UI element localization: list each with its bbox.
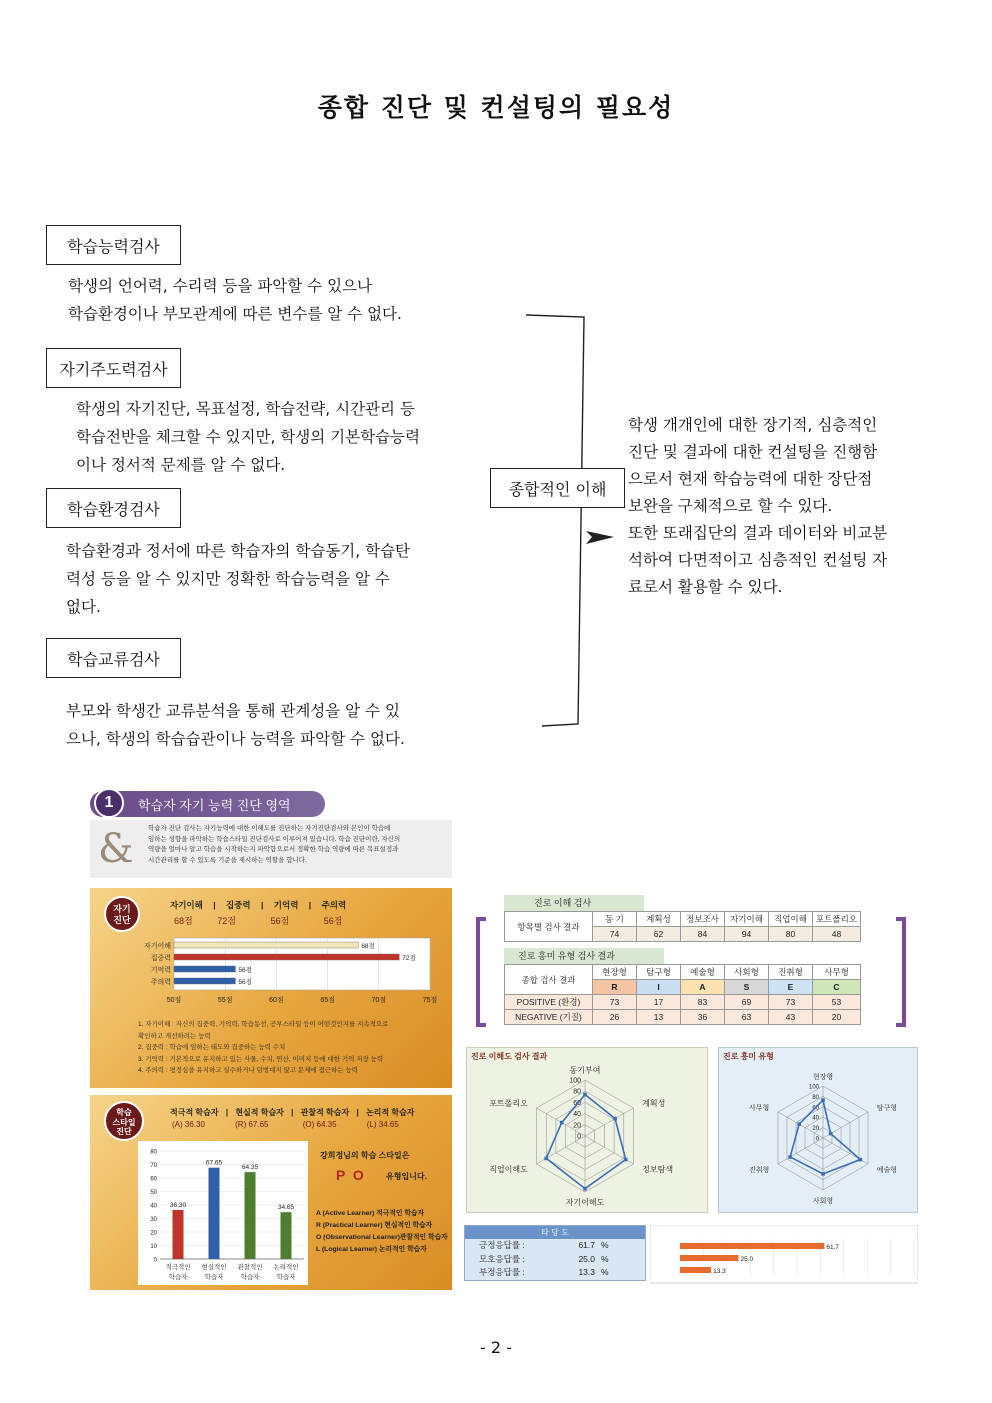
- y-tick-label: 자기이해: [143, 943, 171, 950]
- interest-code: R: [593, 980, 637, 995]
- interest-value: 13: [637, 1010, 681, 1025]
- text-line: 이나 정서적 문제를 알 수 없다.: [76, 456, 286, 474]
- radar2-panel: [718, 1047, 918, 1213]
- career-table-wrap: [504, 895, 861, 942]
- badge-line: 자기: [113, 904, 131, 914]
- style-bar-chart: [138, 1141, 308, 1285]
- text-line: 학습자 진단 검사는 자기능력에 대한 이해도를 진단하는 자기진단검사와 본인이 학습에: [148, 825, 391, 832]
- validity-table: [464, 1225, 646, 1281]
- style-diagnosis-badge: [104, 1101, 144, 1141]
- text-line: 으나, 학생의 학습습관이나 능력을 파악할 수 없다.: [66, 730, 405, 748]
- x-tick-label: 75점: [422, 997, 438, 1004]
- text-line: 임하는 성향을 파악하는 학습스타일 진단검사로 이루어져 있습니다. 학습 진단이란, 자신의: [148, 835, 401, 843]
- section-label-learning-ability: 학습능력검사: [46, 225, 181, 265]
- text-line: 학생 개개인에 대한 장기적, 심층적인: [628, 416, 878, 434]
- bar: [245, 1172, 256, 1259]
- style-header: 현실적 학습자: [235, 1108, 284, 1117]
- career-value: 80: [769, 927, 813, 942]
- x-tick-label: 적극적인: [165, 1264, 191, 1271]
- self-header: 주의력: [321, 900, 347, 910]
- y-tick-label: 주의력: [150, 979, 171, 986]
- career-row-label: 항목별 검사 결과: [505, 912, 593, 942]
- self-header: 자기이해: [170, 900, 203, 910]
- style-message: 강희정님의 학습 스타일은: [320, 1151, 410, 1160]
- badge-line: 스타일: [112, 1117, 136, 1127]
- career-value: 84: [681, 927, 725, 942]
- summary-text: [628, 412, 938, 601]
- y-tick-label: 60: [150, 1176, 157, 1183]
- style-type: P O: [336, 1167, 364, 1183]
- validity-value: 13.3: [578, 1267, 595, 1277]
- plot-area: [650, 1225, 918, 1283]
- text-line: R (Practical Learner) 현실적인 학습자: [316, 1222, 433, 1229]
- y-tick-label: 0: [153, 1257, 157, 1264]
- data-point: [544, 1157, 548, 1161]
- validity-label: 부정응답률 :: [479, 1267, 525, 1277]
- interest-code: C: [813, 980, 861, 995]
- data-point: [821, 1098, 825, 1102]
- x-tick-label: 학습자: [168, 1274, 188, 1281]
- x-tick-label: 논리적인: [273, 1264, 299, 1271]
- career-header: 직업이해: [769, 912, 813, 927]
- series-line: [546, 1095, 626, 1189]
- text-line: 4. 주의력 : 평정심을 유지하고 실수하거나 덤벙대지 않고 문제에 접근하는 능력: [138, 1067, 358, 1074]
- interest-table: [504, 964, 861, 1025]
- data-label: 25.0: [740, 1256, 754, 1263]
- y-tick-label: 20: [150, 1230, 157, 1237]
- interest-table-title: 진로 흥미 유형 검사 결과: [504, 948, 664, 964]
- self-score: 56점: [270, 916, 290, 926]
- self-score: 56점: [323, 916, 343, 926]
- axis-label: 사회형: [812, 1198, 834, 1205]
- interest-header: 진취형: [769, 965, 813, 980]
- data-point: [797, 1122, 801, 1126]
- section-label-learning-environment: 학습환경검사: [46, 488, 181, 528]
- data-point: [859, 1158, 863, 1162]
- x-tick-label: 학습자: [276, 1274, 296, 1281]
- interest-row-name: POSITIVE (환경): [505, 995, 593, 1010]
- data-label: 36.30: [169, 1201, 187, 1209]
- text-line: 부모와 학생간 교류분석을 통해 관계성을 알 수 있: [66, 702, 400, 720]
- bar: [680, 1255, 739, 1261]
- style-message-suffix: 유형입니다.: [386, 1172, 427, 1181]
- bar: [209, 1168, 220, 1259]
- report-intro-box: [90, 820, 452, 878]
- bar: [174, 966, 235, 972]
- text-line: 확인하고 개선하려는 능력: [138, 1032, 211, 1040]
- axis-label: 계획성: [642, 1099, 666, 1108]
- style-score: (L) 34.65: [366, 1120, 399, 1129]
- bar: [174, 954, 399, 960]
- text-line: 학습환경과 정서에 따른 학습자의 학습동기, 학습탄: [66, 542, 410, 560]
- interest-header: 예술형: [681, 965, 725, 980]
- style-score: (R) 67.65: [235, 1120, 269, 1129]
- bracket-connector: [520, 305, 620, 735]
- page-title: 종합 진단 및 컨설팅의 필요성: [317, 93, 675, 122]
- validity-bar-chart: [650, 1225, 918, 1285]
- text-line: 력성 등을 알 수 있지만 정확한 학습능력을 알 수: [66, 570, 390, 588]
- radar1-chart: [467, 1048, 709, 1214]
- data-label: 67.65: [205, 1159, 223, 1167]
- report-header-number: 1: [94, 788, 124, 818]
- career-header: 정보조사: [681, 912, 725, 927]
- self-diagnosis-badge: [104, 896, 140, 932]
- r-tick-label: 60: [812, 1105, 819, 1112]
- text-line: 학생의 언어력, 수리력 등을 파악할 수 있으나: [68, 277, 373, 295]
- text-line: 보완을 구체적으로 할 수 있다.: [628, 497, 833, 515]
- section-text-learning-environment: [66, 537, 486, 621]
- interest-value: 43: [769, 1010, 813, 1025]
- data-label: 64.35: [241, 1164, 259, 1172]
- career-value: 62: [637, 927, 681, 942]
- validity-row: [479, 1239, 645, 1253]
- axis-label: 사무형: [749, 1105, 770, 1112]
- interest-header: 현장형: [593, 965, 637, 980]
- career-value: 94: [725, 927, 769, 942]
- data-point: [821, 1172, 825, 1176]
- interest-value: 69: [725, 995, 769, 1010]
- data-label: 56점: [238, 967, 252, 974]
- bar: [680, 1267, 711, 1273]
- text-line: 진단 및 결과에 대한 컨설팅을 진행함: [628, 443, 878, 461]
- data-point: [788, 1155, 792, 1159]
- y-tick-label: 40: [150, 1203, 157, 1210]
- interest-value: 73: [769, 995, 813, 1010]
- validity-unit: %: [601, 1267, 609, 1277]
- r-tick-label: 80: [573, 1088, 581, 1096]
- text-line: 1. 자기이해 : 자신의 집중력, 기억력, 학습동선, 공부스타일 등이 어떤것인지를 지속적으로: [138, 1021, 389, 1028]
- style-diagnosis-panel: [90, 1095, 452, 1290]
- interest-value: 73: [593, 995, 637, 1010]
- axis-label: 포트폴리오: [489, 1099, 528, 1108]
- r-tick-label: 80: [812, 1094, 819, 1101]
- validity-label: 긍정응답률 :: [479, 1240, 525, 1250]
- axis-label: 동기부여: [569, 1066, 601, 1075]
- self-notes: [138, 1019, 388, 1077]
- x-tick-label: 60점: [269, 997, 284, 1004]
- validity-row: [479, 1266, 645, 1280]
- style-score: (A) 36.30: [172, 1120, 205, 1129]
- radar2-chart: [719, 1048, 919, 1214]
- interest-value: 20: [813, 1010, 861, 1025]
- data-label: 34.65: [277, 1204, 295, 1212]
- style-header: 관찰적 학습자: [300, 1108, 350, 1117]
- r-tick-label: 0: [577, 1133, 581, 1141]
- text-line: A (Active Learner) 적극적인 학습자: [316, 1210, 425, 1217]
- y-tick-label: 10: [150, 1244, 157, 1250]
- text-line: 학습환경이나 부모관계에 따른 변수를 알 수 없다.: [68, 305, 402, 323]
- text-line: L (Logical Learner) 논리적인 학습자: [316, 1246, 427, 1253]
- interest-header: 탐구형: [637, 965, 681, 980]
- radar1-panel: [466, 1047, 708, 1213]
- interest-value: 63: [725, 1010, 769, 1025]
- career-header: 동 기: [593, 912, 637, 927]
- axis-label: 현장형: [812, 1074, 834, 1081]
- text-line: 석하여 다면적이고 심층적인 컨설팅 자: [628, 551, 888, 569]
- interest-value: 26: [593, 1010, 637, 1025]
- radar2-title: 진로 흥미 유형: [723, 1052, 774, 1061]
- interest-code: I: [637, 980, 681, 995]
- section-text-learning-ability: [68, 272, 488, 328]
- interest-value: 36: [681, 1010, 725, 1025]
- data-label: 13.3: [713, 1268, 726, 1275]
- x-tick-label: 70점: [371, 997, 387, 1004]
- axis-label: 직업이해도: [489, 1165, 528, 1174]
- text-line: 학습전반을 체크할 수 있지만, 학생의 기본학습능력: [76, 428, 420, 446]
- data-point: [829, 1132, 833, 1136]
- axis-label: 진취형: [749, 1167, 770, 1174]
- style-header: 논리적 학습자: [365, 1108, 415, 1117]
- style-legend: [316, 1208, 448, 1256]
- data-label: 56점: [238, 979, 252, 986]
- self-diagnosis-panel: [90, 888, 452, 1088]
- axis-label: 정보탐색: [642, 1165, 674, 1174]
- self-header: 집중력: [226, 900, 251, 910]
- text-line: 시간관리를 할 수 있도록 기준을 제시하는 역할을 합니다.: [148, 856, 307, 864]
- style-score: (O) 64.35: [302, 1120, 337, 1129]
- ampersand-logo-icon: &: [98, 826, 134, 872]
- section-label-learning-exchange: 학습교류검사: [46, 638, 181, 678]
- self-header: 기억력: [273, 900, 299, 910]
- y-tick-label: 50: [150, 1190, 157, 1196]
- bar: [174, 942, 358, 948]
- self-scores: [174, 914, 342, 927]
- y-tick-label: 기억력: [150, 967, 171, 974]
- text-line: 으로서 현재 학습능력에 대한 장단점: [628, 470, 873, 488]
- r-tick-label: 0: [815, 1136, 819, 1143]
- career-table-title: 진로 이해 검사: [504, 895, 644, 911]
- axis-label: 탐구형: [876, 1105, 897, 1112]
- r-tick-label: 40: [573, 1111, 581, 1119]
- r-tick-label: 20: [573, 1122, 581, 1130]
- data-point: [583, 1187, 587, 1191]
- radar1-title: 진로 이해도 검사 결과: [471, 1052, 548, 1061]
- self-headers: 자기이해 | 집중력 | 기억력 | 주의력: [170, 900, 347, 910]
- self-bar-chart: [90, 934, 452, 1008]
- text-line: 없다.: [66, 598, 101, 616]
- style-headers: 적극적 학습자 | 현실적 학습자 | 관찰적 학습자 | 논리적 학습자: [170, 1108, 415, 1117]
- interest-header: 사회형: [725, 965, 769, 980]
- report-intro-text: [148, 824, 400, 866]
- validity-unit: %: [601, 1240, 609, 1250]
- career-header: 포트폴리오: [813, 912, 861, 927]
- interest-value: 53: [813, 995, 861, 1010]
- arrow-right-icon: [586, 531, 614, 544]
- r-tick-label: 60: [573, 1099, 581, 1107]
- text-line: 2. 집중력 : 학습에 임하는 태도와 집중하는 능력 수치: [138, 1044, 286, 1051]
- axis-label: 예술형: [876, 1167, 897, 1174]
- r-tick-label: 100: [808, 1084, 819, 1091]
- career-header: 계획성: [637, 912, 681, 927]
- validity-row: [479, 1253, 645, 1267]
- y-tick-label: 70: [150, 1163, 157, 1169]
- bar: [174, 978, 235, 984]
- validity-unit: %: [601, 1253, 609, 1264]
- interest-value: 83: [681, 995, 725, 1010]
- x-tick-label: 50점: [166, 997, 182, 1004]
- bar: [173, 1210, 184, 1259]
- data-label: 68점: [361, 943, 375, 950]
- interest-value: 17: [637, 995, 681, 1010]
- interest-code: A: [681, 980, 725, 995]
- x-tick-label: 관찰적인: [237, 1264, 263, 1271]
- career-header: 자기이해: [725, 912, 769, 927]
- page-number: - 2 -: [480, 1338, 512, 1357]
- badge-line: 진단: [113, 915, 131, 925]
- interest-row-name: NEGATIVE (기질): [505, 1010, 593, 1025]
- section-label-self-directed: 자기주도력검사: [46, 348, 181, 388]
- y-tick-label: 30: [150, 1217, 157, 1223]
- data-point: [613, 1117, 617, 1121]
- text-line: 또한 또래집단의 결과 데이터와 비교분: [628, 524, 888, 542]
- data-point: [624, 1158, 628, 1162]
- badge-line: 진단: [116, 1127, 132, 1136]
- interest-table-wrap: [504, 948, 861, 1025]
- r-tick-label: 20: [812, 1126, 819, 1133]
- text-line: 3. 기억력 : 기본적으로 유지하고 있는 사물, 수치, 연산, 이미지 등에 대한 기억 저장 능력: [138, 1055, 384, 1063]
- section-text-learning-exchange: [66, 697, 486, 753]
- bar: [680, 1243, 824, 1249]
- interest-header: 사무형: [813, 965, 861, 980]
- style-header: 적극적 학습자: [170, 1108, 219, 1117]
- r-tick-label: 40: [812, 1115, 819, 1122]
- career-value: 74: [593, 927, 637, 942]
- bar: [281, 1212, 292, 1259]
- self-score: 68점: [174, 916, 193, 926]
- data-point: [560, 1121, 564, 1125]
- interest-row-label: 종합 검사 결과: [505, 965, 593, 995]
- data-label: 61.7: [826, 1244, 840, 1251]
- text-line: 역량을 얼마나 알고 학습을 시작하는지 파악함으로서 정확한 학습 역량에 따른 목표설정과: [148, 846, 399, 853]
- validity-label: 모호응답률 :: [479, 1253, 525, 1264]
- section-text-self-directed: [76, 395, 486, 479]
- report-image: [90, 785, 920, 1295]
- x-tick-label: 65점: [320, 997, 335, 1004]
- validity-title: 타 당 도: [465, 1226, 645, 1239]
- interest-code: E: [769, 980, 813, 995]
- comprehensive-label: 종합적인 이해: [490, 468, 625, 508]
- career-value: 48: [813, 927, 861, 942]
- badge-line: 학습: [116, 1108, 132, 1117]
- r-tick-label: 100: [569, 1077, 581, 1085]
- self-score: 72점: [217, 916, 236, 926]
- data-point: [583, 1093, 587, 1097]
- validity-value: 25.0: [578, 1253, 595, 1264]
- x-tick-label: 학습자: [240, 1274, 260, 1281]
- x-tick-label: 학습자: [204, 1274, 224, 1281]
- interest-code: S: [725, 980, 769, 995]
- report-header-title: 학습자 자기 능력 진단 영역: [138, 798, 291, 813]
- text-line: 학생의 자기진단, 목표설정, 학습전략, 시간관리 등: [76, 400, 415, 418]
- y-tick-label: 집중력: [150, 955, 171, 962]
- axis-label: 자기이해도: [565, 1198, 605, 1207]
- x-tick-label: 55점: [217, 997, 233, 1004]
- grid-spoke: [585, 1108, 633, 1136]
- validity-value: 61.7: [578, 1240, 595, 1250]
- text-line: 료로서 활용할 수 있다.: [628, 578, 783, 596]
- style-scores: [172, 1120, 399, 1129]
- y-tick-label: 80: [150, 1149, 157, 1156]
- data-label: 72점: [402, 955, 416, 962]
- text-line: O (Observational Learner)관찰적인 학습자: [316, 1234, 448, 1241]
- career-table: [504, 911, 861, 942]
- x-tick-label: 현실적인: [201, 1264, 227, 1271]
